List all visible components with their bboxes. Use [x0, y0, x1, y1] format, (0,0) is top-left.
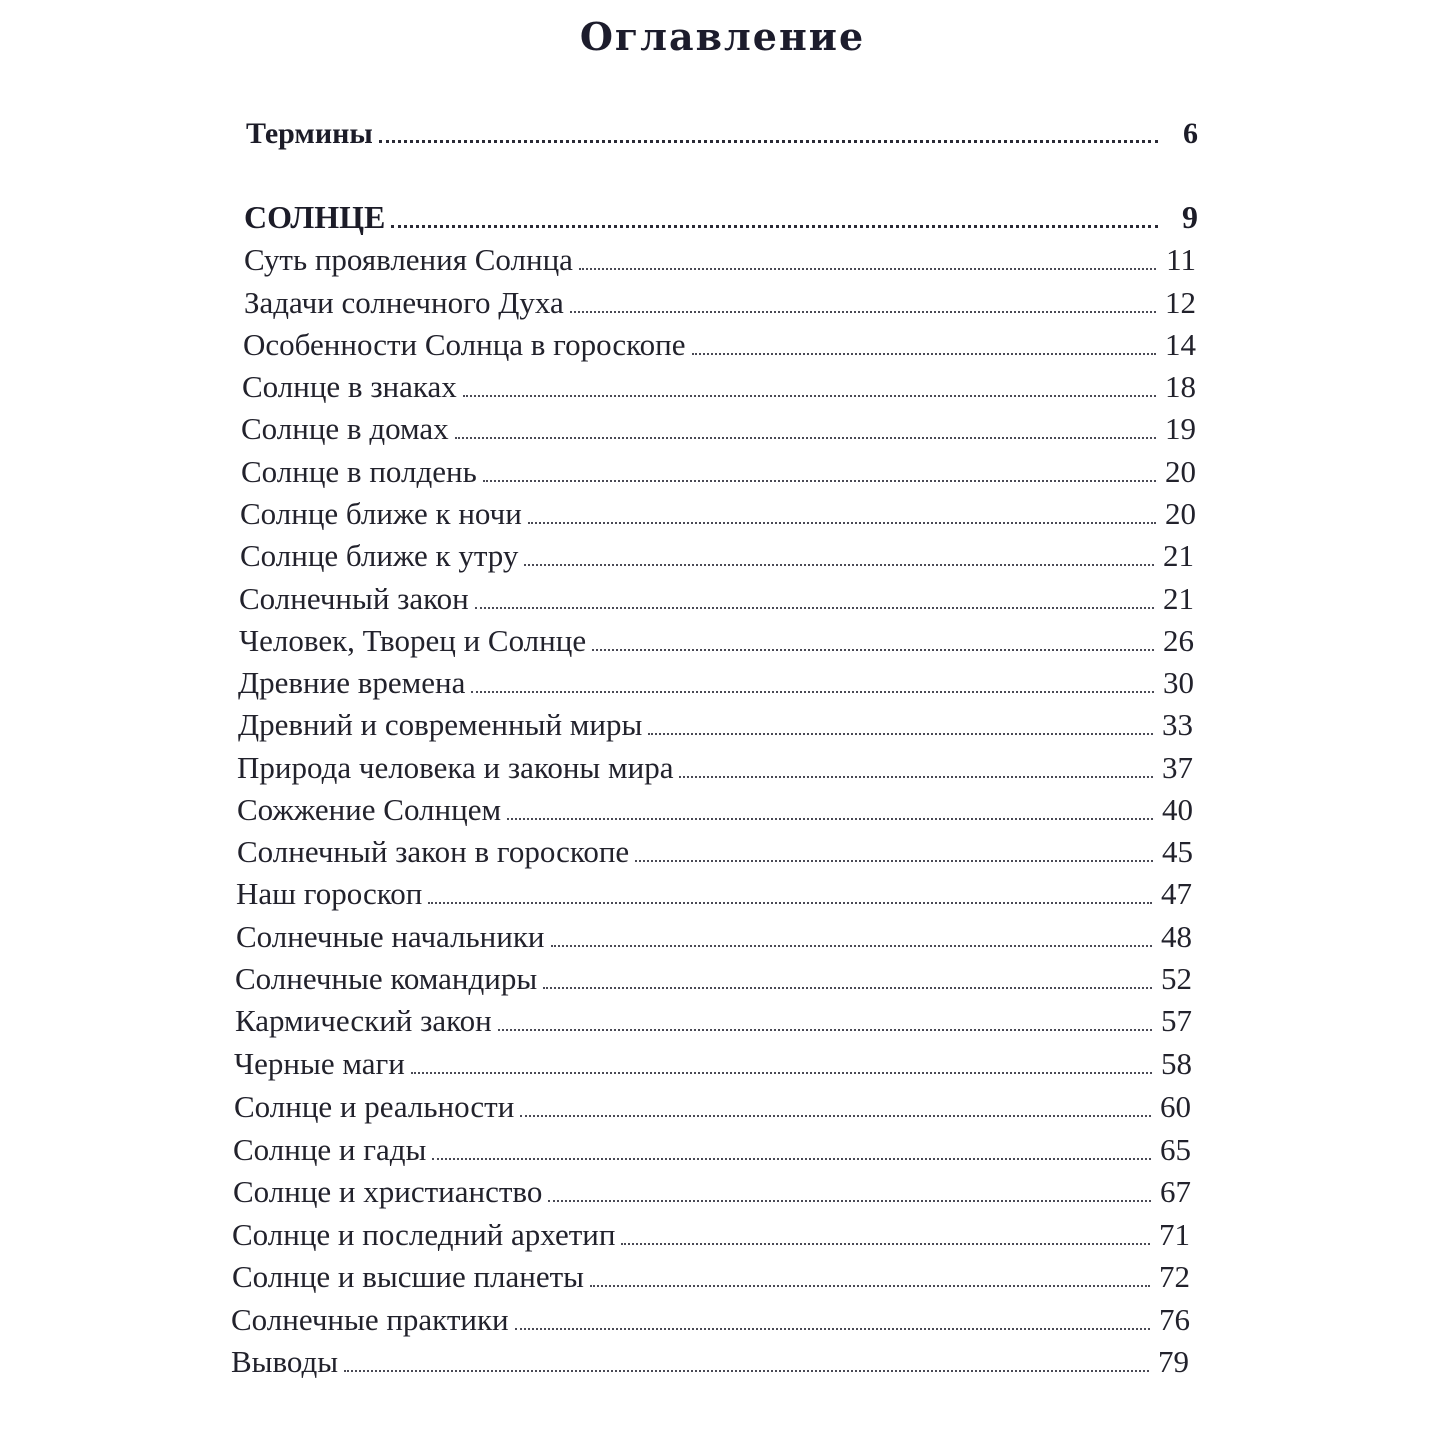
toc-entry-page-number: 12 [1165, 285, 1196, 320]
toc-entry-page-number: 11 [1166, 242, 1196, 277]
toc-entry [241, 409, 1196, 449]
toc-entry [238, 705, 1193, 745]
dot-leader [579, 268, 1156, 270]
toc-entry-label: Солнце и христианство [233, 1174, 543, 1209]
toc-entry [232, 1215, 1190, 1255]
toc-entry [241, 452, 1196, 492]
toc-entry [237, 832, 1193, 872]
toc-entry-label: Кармический закон [235, 1003, 492, 1038]
dot-leader [648, 733, 1153, 735]
dot-leader [679, 776, 1153, 778]
toc-entry [240, 494, 1196, 534]
dot-leader [551, 945, 1152, 947]
dot-leader [475, 607, 1154, 609]
dot-leader [524, 564, 1154, 566]
dot-leader [483, 480, 1156, 482]
toc-entry-page-number: 76 [1159, 1302, 1190, 1337]
toc-entry-label: Наш гороскоп [236, 876, 423, 911]
toc-entry [244, 283, 1196, 323]
dot-leader [570, 311, 1156, 313]
dot-leader [548, 1200, 1151, 1202]
toc-entry [240, 536, 1194, 576]
dot-leader [344, 1370, 1149, 1372]
toc-entry-label: Задачи солнечного Духа [244, 285, 564, 320]
toc-entry [236, 917, 1192, 957]
toc-entry-page-number: 47 [1161, 876, 1192, 911]
toc-entry-label: Выводы [231, 1344, 339, 1379]
toc-entry-label: Солнечный закон [239, 581, 469, 616]
toc-entry [231, 1300, 1190, 1340]
toc-entry [231, 1342, 1189, 1382]
dot-leader [471, 691, 1154, 693]
toc-entry [244, 197, 1198, 237]
toc-entry-page-number: 52 [1161, 961, 1192, 996]
toc-entry [243, 325, 1196, 365]
toc-entry-page-number: 71 [1159, 1217, 1190, 1252]
toc-entry-label: Солнечный закон в гороскопе [237, 834, 630, 869]
toc-entry [236, 874, 1192, 914]
dot-leader [428, 902, 1152, 904]
toc-entry [234, 1044, 1192, 1084]
toc-entry-label: Древний и современный миры [238, 707, 643, 742]
toc-entry-label: СОЛНЦЕ [244, 199, 386, 235]
dot-leader [463, 395, 1156, 397]
toc-entry [246, 114, 1198, 154]
toc-entry-page-number: 37 [1162, 750, 1193, 785]
toc-entry-label: Древние времена [238, 665, 466, 700]
toc-entry-page-number: 72 [1159, 1259, 1190, 1294]
toc-entry [232, 1257, 1190, 1297]
toc-entry-page-number: 19 [1165, 411, 1196, 446]
toc-entry-label: Солнце в домах [241, 411, 449, 446]
toc-entry-page-number: 40 [1162, 792, 1193, 827]
toc-entry-label: Термины [246, 117, 373, 150]
toc-entry [233, 1130, 1191, 1170]
toc-entry-page-number: 79 [1158, 1344, 1189, 1379]
toc-entry-label: Особенности Солнца в гороскопе [243, 327, 686, 362]
toc-entry-page-number: 58 [1161, 1046, 1192, 1081]
toc-entry-label: Солнце и последний архетип [232, 1217, 616, 1252]
toc-entry-label: Солнце в полдень [241, 454, 477, 489]
toc-entry-page-number: 67 [1160, 1174, 1191, 1209]
toc-entry-page-number: 14 [1165, 327, 1196, 362]
toc-entry [235, 959, 1192, 999]
toc-entry-page-number: 30 [1163, 665, 1194, 700]
toc-entry-label: Природа человека и законы мира [237, 750, 674, 785]
toc-entry-page-number: 60 [1160, 1089, 1191, 1124]
dot-leader [515, 1328, 1150, 1330]
toc-entry [234, 1087, 1191, 1127]
toc-entry [244, 240, 1196, 280]
toc-entry-label: Солнце и гады [233, 1132, 427, 1167]
toc-entry [238, 663, 1194, 703]
toc-entry-label: Суть проявления Солнца [244, 242, 573, 277]
dot-leader [590, 1285, 1150, 1287]
toc-entry-label: Солнце ближе к утру [240, 538, 519, 573]
toc-entry [239, 579, 1194, 619]
toc-entry [237, 748, 1193, 788]
toc-entry [233, 1172, 1191, 1212]
dot-leader [432, 1158, 1151, 1160]
dot-leader [592, 649, 1154, 651]
dot-leader [692, 353, 1157, 355]
toc-entry-label: Сожжение Солнцем [237, 792, 502, 827]
toc-entry-page-number: 65 [1160, 1132, 1191, 1167]
toc-entry-page-number: 26 [1163, 623, 1194, 658]
dot-leader [507, 818, 1153, 820]
dot-leader [528, 522, 1156, 524]
toc-entry-page-number: 33 [1162, 707, 1193, 742]
toc-entry [242, 367, 1196, 407]
dot-leader [543, 987, 1152, 989]
toc-entry-page-number: 21 [1163, 538, 1194, 573]
dot-leader [391, 225, 1158, 228]
toc-entry-label: Солнце и реальности [234, 1089, 515, 1124]
page-title: Оглавление [579, 14, 866, 59]
toc-entry-page-number: 20 [1165, 454, 1196, 489]
dot-leader [455, 437, 1156, 439]
toc-entry-page-number: 6 [1183, 117, 1198, 150]
toc-entry-page-number: 9 [1182, 199, 1198, 235]
toc-entry [237, 790, 1193, 830]
dot-leader [411, 1072, 1152, 1074]
toc-entry-page-number: 20 [1165, 496, 1196, 531]
toc-entry-label: Черные маги [234, 1046, 405, 1081]
toc-entry-label: Человек, Творец и Солнце [239, 623, 587, 658]
dot-leader [635, 860, 1153, 862]
toc-entry-label: Солнце в знаках [242, 369, 457, 404]
toc-entry-label: Солнечные командиры [235, 961, 538, 996]
dot-leader [520, 1115, 1151, 1117]
toc-entry [239, 621, 1194, 661]
toc-entry-label: Солнечные практики [231, 1302, 509, 1337]
toc-entry-page-number: 57 [1161, 1003, 1192, 1038]
dot-leader [621, 1243, 1150, 1245]
toc-entry-page-number: 45 [1162, 834, 1193, 869]
toc-entry-label: Солнце и высшие планеты [232, 1259, 585, 1294]
dot-leader [379, 140, 1158, 143]
toc-entry-page-number: 21 [1163, 581, 1194, 616]
toc-entry-page-number: 48 [1161, 919, 1192, 954]
toc-entry [235, 1001, 1192, 1041]
dot-leader [498, 1029, 1152, 1031]
toc-entry-page-number: 18 [1165, 369, 1196, 404]
toc-entry-label: Солнечные начальники [236, 919, 545, 954]
toc-entry-label: Солнце ближе к ночи [240, 496, 522, 531]
